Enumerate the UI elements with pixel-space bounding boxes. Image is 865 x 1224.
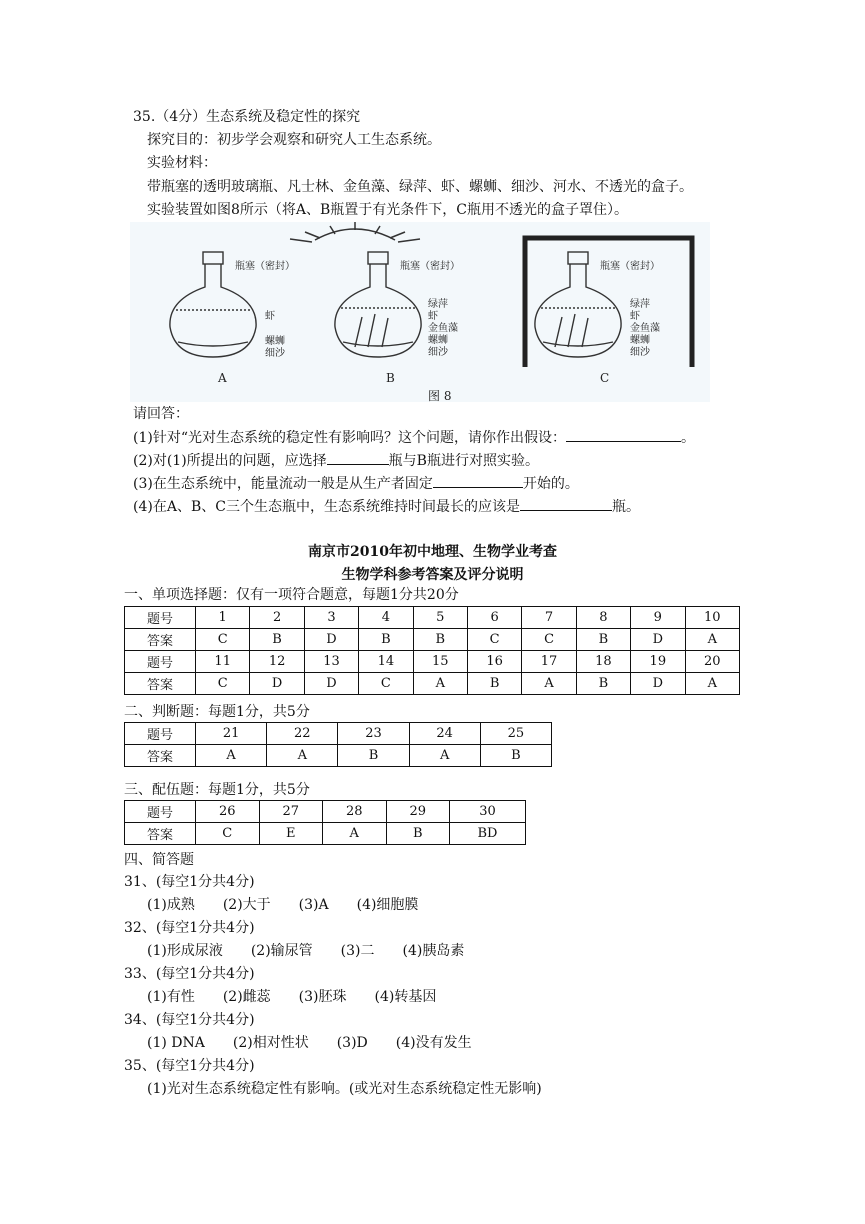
- section-2-heading: 二、判断题：每题1分，共5分: [124, 704, 310, 720]
- table-cell: B: [480, 745, 551, 767]
- table-cell: 30: [450, 801, 526, 823]
- table-cell: B: [576, 629, 630, 651]
- table-cell: 18: [576, 651, 630, 673]
- row-header-cell: 题号: [125, 801, 196, 823]
- table-cell: A: [522, 673, 576, 695]
- table-cell: C: [467, 629, 521, 651]
- table-cell: 23: [338, 723, 409, 745]
- bottle-b-letter: B: [386, 371, 395, 385]
- table-cell: C: [196, 629, 250, 651]
- bottle-c-label-3: 金鱼藻: [630, 323, 660, 334]
- materials-label: 实验材料：: [147, 155, 217, 171]
- table-cell: B: [576, 673, 630, 695]
- bottle-c-label-4: 螺蛳: [630, 335, 650, 346]
- bottle-c-label-0: 瓶塞（密封）: [600, 261, 660, 272]
- table-row: [125, 745, 552, 767]
- short-answer-heading: 32、(每空1分共4分): [124, 920, 255, 936]
- question-2: [133, 450, 539, 471]
- table-cell: 14: [359, 651, 413, 673]
- table-cell: 6: [467, 607, 521, 629]
- table-cell: 1: [196, 607, 250, 629]
- question-1-text: (1)针对“光对生态系统的稳定性有影响吗？这个问题，请你作出假设：: [133, 430, 566, 446]
- table-row: [125, 651, 740, 673]
- bottle-c-label-1: 绿萍: [630, 299, 650, 310]
- question-3: [133, 473, 579, 494]
- figure-8: [130, 222, 710, 402]
- table-cell: E: [259, 823, 323, 845]
- answers-title-1: 南京市2010年初中地理、生物学业考查: [308, 544, 557, 560]
- row-header-cell: 题号: [125, 607, 196, 629]
- table-cell: A: [685, 673, 739, 695]
- table-cell: D: [631, 629, 685, 651]
- bottle-b-label-3: 金鱼藻: [428, 323, 458, 334]
- row-header-cell: 答案: [125, 629, 196, 651]
- row-header-cell: 答案: [125, 823, 196, 845]
- table-cell: 12: [250, 651, 304, 673]
- question-3-text: (3)在生态系统中，能量流动一般是从生产者固定: [133, 476, 433, 492]
- question-2-text: (2)对(1)所提出的问题，应选择: [133, 453, 327, 469]
- short-answer-body: (1)有性 (2)雌蕊 (3)胚珠 (4)转基因: [147, 989, 437, 1005]
- purpose: 探究目的：初步学会观察和研究人工生态系统。: [147, 132, 441, 148]
- row-header-cell: 答案: [125, 673, 196, 695]
- table-cell: 29: [386, 801, 450, 823]
- bottle-a-label-3: 细沙: [265, 348, 285, 359]
- table-cell: A: [409, 745, 480, 767]
- table-cell: 24: [409, 723, 480, 745]
- answer-blank-4[interactable]: [520, 496, 612, 511]
- table-cell: D: [304, 673, 358, 695]
- bottle-b-label-2: 虾: [428, 311, 438, 322]
- materials: 带瓶塞的透明玻璃瓶、凡士林、金鱼藻、绿萍、虾、螺蛳、细沙、河水、不透光的盒子。: [147, 179, 693, 195]
- bottle-a-label-0: 瓶塞（密封）: [235, 261, 295, 272]
- table-cell: 2: [250, 607, 304, 629]
- table-row: [125, 673, 740, 695]
- table-row: [125, 629, 740, 651]
- short-answer-heading: 35、(每空1分共4分): [124, 1058, 255, 1074]
- table-cell: 17: [522, 651, 576, 673]
- short-answer-heading: 33、(每空1分共4分): [124, 966, 255, 982]
- table-cell: 22: [267, 723, 338, 745]
- table-cell: C: [359, 673, 413, 695]
- table-cell: A: [685, 629, 739, 651]
- bottle-a-label-1: 虾: [265, 311, 275, 322]
- table-cell: 21: [196, 723, 267, 745]
- table-cell: A: [323, 823, 387, 845]
- table-row: [125, 823, 526, 845]
- table-cell: 19: [631, 651, 685, 673]
- table-cell: A: [413, 673, 467, 695]
- answers-title-2: 生物学科参考答案及评分说明: [341, 567, 524, 583]
- bottle-c-letter: C: [600, 371, 610, 385]
- question-4: [133, 496, 640, 517]
- table-cell: D: [304, 629, 358, 651]
- row-header-cell: 答案: [125, 745, 196, 767]
- row-header-cell: 题号: [125, 651, 196, 673]
- bottle-b-label-0: 瓶塞（密封）: [400, 261, 460, 272]
- table-cell: 8: [576, 607, 630, 629]
- answer-blank-1[interactable]: [566, 427, 681, 442]
- table-cell: B: [386, 823, 450, 845]
- question-4-text: (4)在A、B、C三个生态瓶中，生态系统维持时间最长的应该是: [133, 499, 520, 515]
- bottle-a-letter: A: [218, 371, 227, 385]
- table-row: [125, 723, 552, 745]
- table-cell: B: [250, 629, 304, 651]
- table-cell: 7: [522, 607, 576, 629]
- table-cell: A: [267, 745, 338, 767]
- setup: 实验装置如图8所示（将A、B瓶置于有光条件下，C瓶用不透光的盒子罩住）。: [147, 202, 629, 218]
- table-cell: 9: [631, 607, 685, 629]
- short-answer-body: (1)形成尿液 (2)输尿管 (3)二 (4)胰岛素: [147, 943, 465, 959]
- table-cell: B: [467, 673, 521, 695]
- table-cell: B: [359, 629, 413, 651]
- table-cell: B: [338, 745, 409, 767]
- short-answer-heading: 31、(每空1分共4分): [124, 874, 255, 890]
- answer-table-1: [124, 606, 740, 695]
- short-answer-body: (1) DNA (2)相对性状 (3)D (4)没有发生: [147, 1035, 472, 1051]
- table-cell: A: [196, 745, 267, 767]
- table-cell: C: [196, 673, 250, 695]
- table-cell: 26: [196, 801, 260, 823]
- bottle-c-label-5: 细沙: [630, 347, 650, 358]
- bottle-a-label-2: 螺蛳: [265, 336, 285, 347]
- table-row: [125, 801, 526, 823]
- table-cell: C: [196, 823, 260, 845]
- question-3-end: 开始的。: [522, 476, 579, 492]
- table-cell: 16: [467, 651, 521, 673]
- table-cell: 25: [480, 723, 551, 745]
- answer-blank-2[interactable]: [327, 450, 389, 465]
- short-answer-heading: 34、(每空1分共4分): [124, 1012, 255, 1028]
- question-35-title: 35.（4分）生态系统及稳定性的探究: [133, 109, 361, 125]
- table-cell: D: [631, 673, 685, 695]
- table-row: [125, 607, 740, 629]
- table-cell: 28: [323, 801, 387, 823]
- table-cell: 11: [196, 651, 250, 673]
- short-answer-body: (1)成熟 (2)大于 (3)A (4)细胞膜: [147, 897, 419, 913]
- table-cell: 3: [304, 607, 358, 629]
- section-1-heading: 一、单项选择题：仅有一项符合题意，每题1分共20分: [124, 587, 459, 603]
- table-cell: 5: [413, 607, 467, 629]
- table-cell: C: [522, 629, 576, 651]
- answer-table-3: [124, 800, 526, 845]
- bottle-b-label-1: 绿萍: [428, 299, 448, 310]
- question-1: [133, 427, 695, 448]
- table-cell: BD: [450, 823, 526, 845]
- question-1-end: 。: [681, 430, 695, 446]
- answer-table-2: [124, 722, 552, 767]
- table-cell: 15: [413, 651, 467, 673]
- table-cell: D: [250, 673, 304, 695]
- table-cell: 10: [685, 607, 739, 629]
- row-header-cell: 题号: [125, 723, 196, 745]
- short-answer-body: (1)光对生态系统稳定性有影响。(或光对生态系统稳定性无影响): [147, 1081, 542, 1097]
- question-2-end: 瓶与B瓶进行对照实验。: [388, 453, 539, 469]
- figure-caption: 图 8: [428, 389, 452, 402]
- table-cell: 4: [359, 607, 413, 629]
- answer-blank-3[interactable]: [433, 473, 523, 488]
- table-cell: 13: [304, 651, 358, 673]
- bottle-b-label-4: 螺蛳: [428, 335, 448, 346]
- bottle-c-label-2: 虾: [630, 311, 640, 322]
- answer-intro: 请回答：: [133, 406, 189, 422]
- table-cell: 20: [685, 651, 739, 673]
- section-4-heading: 四、简答题: [124, 852, 194, 868]
- table-cell: 27: [259, 801, 323, 823]
- table-cell: B: [413, 629, 467, 651]
- section-3-heading: 三、配伍题：每题1分，共5分: [124, 782, 310, 798]
- bottle-b-label-5: 细沙: [428, 347, 448, 358]
- question-4-end: 瓶。: [611, 499, 640, 515]
